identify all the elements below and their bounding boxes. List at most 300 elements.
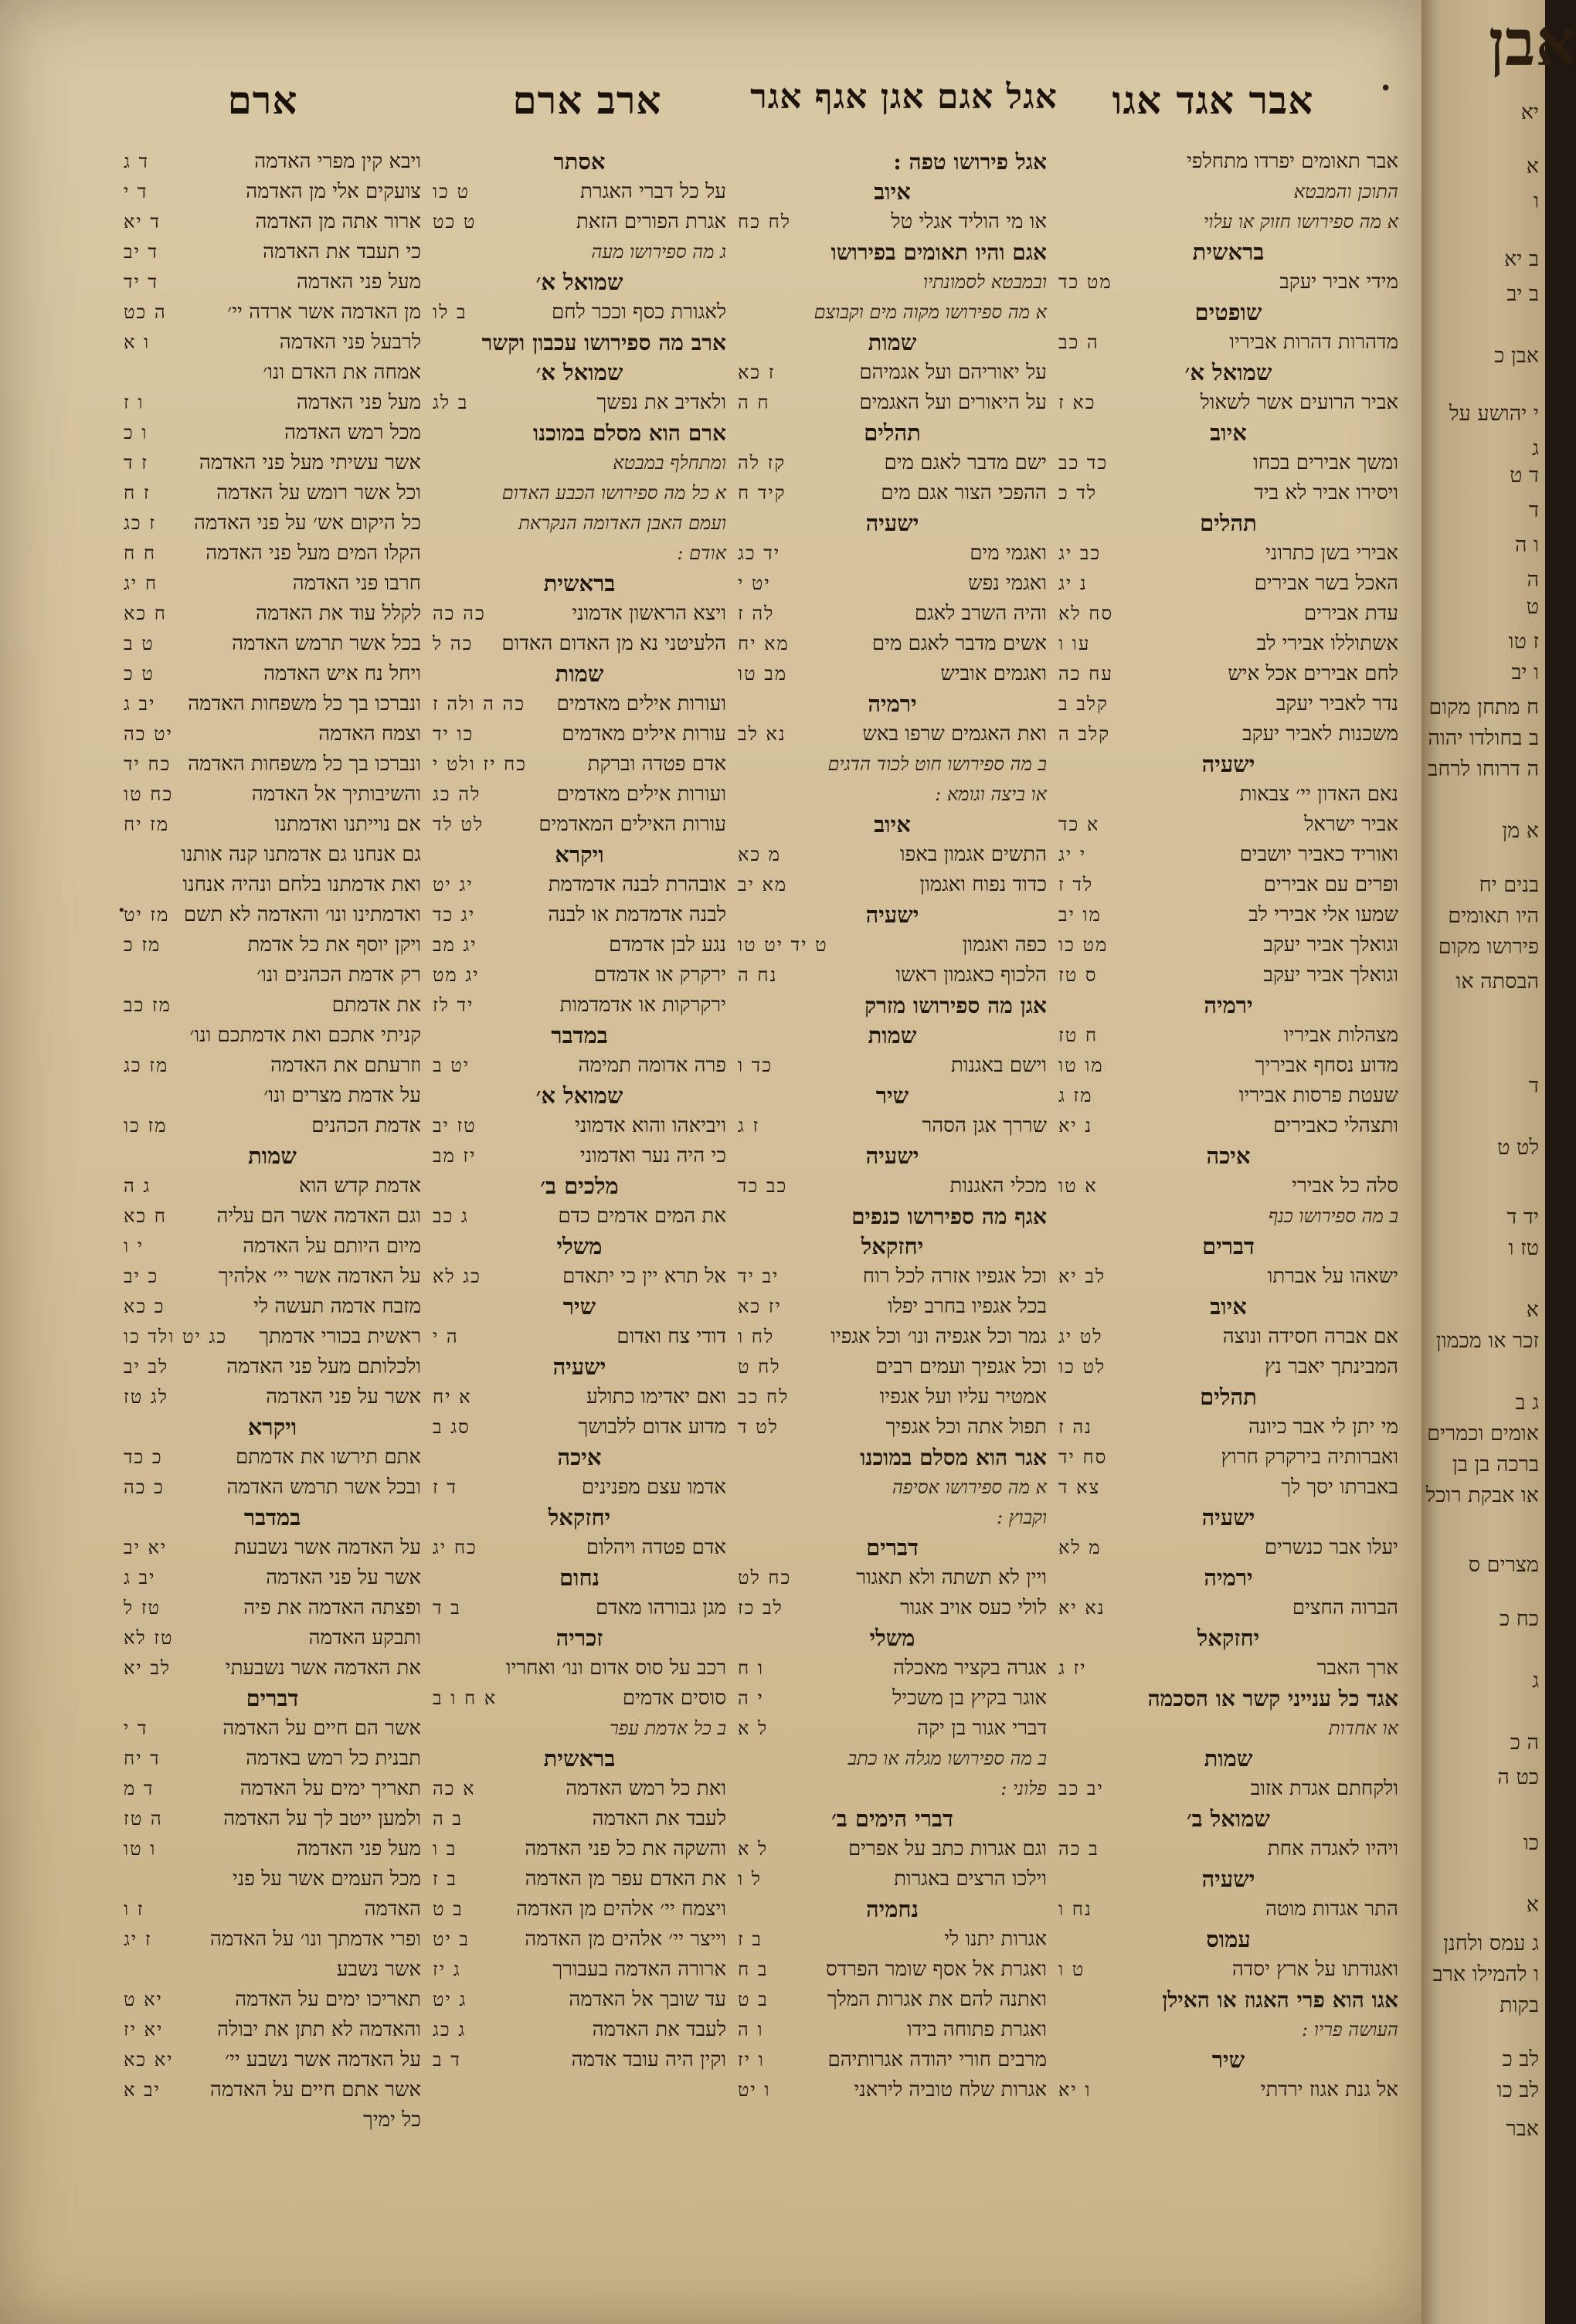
- entry-text: ויבא קין מפרי האדמה: [254, 150, 421, 173]
- verse-entry: [124, 840, 421, 870]
- verse-entry: [124, 1111, 421, 1141]
- entry-text: המבינתך יאבר נץ: [1264, 1355, 1398, 1378]
- entry-text: בראשית: [1192, 239, 1265, 265]
- adjacent-page-fragment: ה כ: [1510, 1731, 1539, 1755]
- entry-text: אגם והיו תאומים בפירושו: [830, 240, 1047, 265]
- verse-reference: כו יד: [433, 723, 474, 745]
- book-heading: [1058, 1804, 1398, 1834]
- verse-entry: [433, 1955, 726, 1985]
- entry-text: העושה פריו :: [1302, 2019, 1398, 2040]
- adjacent-page-fragment: ו להמילו ארב: [1432, 1962, 1539, 1986]
- verse-reference: לח ט: [738, 1356, 781, 1378]
- verse-reference: יט ב: [433, 1055, 470, 1076]
- entry-text: אדם פטדה וברקת: [587, 753, 726, 776]
- entry-text: דודי צח ואדום: [616, 1325, 726, 1348]
- verse-entry: [124, 1864, 421, 1894]
- verse-entry: [1058, 1352, 1398, 1382]
- verse-entry: [738, 1684, 1047, 1714]
- book-heading: [738, 1804, 1047, 1834]
- verse-entry: [1058, 147, 1398, 177]
- entry-text: ואברותיה בירקרק חרוץ: [1221, 1446, 1398, 1469]
- headword-entry: [1058, 1985, 1398, 2015]
- entry-text: שיר: [875, 1082, 909, 1109]
- verse-entry: [124, 1593, 421, 1623]
- adjacent-page-fragment: ג: [1532, 437, 1539, 460]
- verse-reference: י ה: [738, 1687, 764, 1709]
- verse-reference: מ לא: [1058, 1537, 1102, 1558]
- verse-reference: מ כא: [738, 844, 781, 865]
- book-heading: [1058, 1623, 1398, 1653]
- entry-text: עדת אבירים: [1303, 602, 1398, 625]
- verse-entry: [124, 1322, 421, 1352]
- book-heading: [738, 1141, 1047, 1171]
- verse-reference: לג טז: [124, 1386, 168, 1408]
- verse-reference: יד לז: [433, 994, 474, 1016]
- entry-text: שמואל ב׳: [1186, 1806, 1271, 1832]
- verse-entry: [124, 900, 421, 930]
- definition-line: [1058, 2015, 1398, 2045]
- verse-reference: ט כ: [124, 663, 155, 685]
- verse-reference: יא כא: [124, 2049, 174, 2071]
- verse-entry: [738, 599, 1047, 629]
- verse-reference: ל ו: [738, 1868, 762, 1890]
- book-heading: [1058, 1744, 1398, 1774]
- verse-entry: [124, 1473, 421, 1503]
- book-heading: [1058, 237, 1398, 267]
- entry-text: אבירי בשן כתרוני: [1265, 542, 1398, 565]
- verse-reference: ל א: [738, 1718, 769, 1739]
- verse-reference: עח כה: [1058, 663, 1113, 685]
- verse-entry: [124, 1442, 421, 1473]
- verse-entry: [124, 990, 421, 1021]
- verse-entry: [738, 960, 1047, 990]
- verse-entry: [1058, 810, 1398, 840]
- verse-entry: [1058, 1774, 1398, 1804]
- verse-reference: ו ז: [124, 392, 144, 413]
- entry-text: והאדמה לא תתן את יבולה: [217, 2018, 421, 2041]
- entry-text: ולמען ייטב לך על האדמה: [223, 1807, 421, 1830]
- adjacent-page-fragment: ט: [1526, 595, 1539, 619]
- verse-entry: [738, 539, 1047, 569]
- verse-entry: [433, 177, 726, 207]
- entry-text: ירקרקות או אדמדמות: [559, 994, 726, 1017]
- adjacent-page-fragment: ברכה בן בן: [1452, 1452, 1539, 1476]
- verse-entry: [738, 448, 1047, 478]
- book-heading: [1058, 1563, 1398, 1593]
- adjacent-page-fragment: לט ט: [1497, 1136, 1539, 1160]
- entry-text: משלי: [869, 1625, 915, 1651]
- adjacent-page-fragment: בנים יח: [1479, 873, 1539, 897]
- verse-reference: ז כא: [738, 362, 776, 383]
- entry-text: ואם יאדימו כתולע: [586, 1385, 726, 1408]
- ink-mark: •: [1380, 77, 1392, 100]
- verse-reference: ג כב: [433, 1205, 469, 1227]
- verse-reference: א ח ו ב: [433, 1687, 498, 1709]
- adjacent-page-fragment: ב בחולדו יהוה: [1428, 726, 1539, 750]
- verse-entry: [433, 1262, 726, 1292]
- verse-entry: [738, 1955, 1047, 1985]
- running-head-col4: ארם: [227, 77, 298, 123]
- book-heading: [433, 1021, 726, 1051]
- entry-text: אשר על פני האדמה: [266, 1385, 421, 1408]
- verse-reference: ד ג: [124, 151, 150, 172]
- entry-text: אם אברה חסידה ונוצה: [1222, 1325, 1398, 1348]
- verse-reference: ב ו: [433, 1838, 457, 1860]
- verse-reference: לח ו: [738, 1326, 775, 1347]
- entry-text: לבנה אדמדמת או לבנה: [548, 903, 726, 926]
- book-heading: [1058, 1292, 1398, 1322]
- entry-text: איוב: [874, 811, 911, 838]
- entry-text: הקלו המים מעל פני האדמה: [205, 542, 421, 565]
- verse-entry: [433, 1322, 726, 1352]
- verse-reference: א טו: [1058, 1175, 1098, 1197]
- verse-entry: [433, 1985, 726, 2015]
- adjacent-page-fragment: כט ה: [1497, 1765, 1539, 1789]
- verse-reference: ח כא: [124, 603, 167, 624]
- entry-text: נדר לאביר יעקב: [1275, 692, 1398, 715]
- entry-text: איכה: [557, 1444, 602, 1470]
- adjacent-page-fragment: ג ב: [1515, 1391, 1539, 1415]
- verse-reference: לה ז: [738, 603, 775, 624]
- entry-text: את האדם עפר מן האדמה: [525, 1867, 726, 1891]
- entry-text: נחום: [559, 1565, 600, 1591]
- entry-text: ואגמי נפש: [968, 572, 1047, 595]
- verse-entry: [124, 328, 421, 358]
- verse-entry: [124, 1955, 421, 1985]
- adjacent-page-fragment: טז ו: [1508, 1236, 1539, 1260]
- book-heading: [738, 328, 1047, 358]
- entry-text: כל היקום אש׳ על פני האדמה: [194, 511, 421, 535]
- entry-text: בראשית: [543, 570, 616, 596]
- book-heading: [1058, 508, 1398, 539]
- entry-text: לרבעל פני האדמה: [279, 331, 421, 354]
- entry-text: את המים אדמים כדם: [558, 1204, 726, 1228]
- verse-reference: כה כה: [433, 603, 486, 624]
- book-heading: [1058, 1864, 1398, 1894]
- entry-text: מידי אביר יעקב: [1279, 270, 1398, 294]
- entry-text: שעטת פרסות אביריו: [1238, 1084, 1398, 1107]
- verse-reference: ב ד: [433, 1597, 461, 1619]
- verse-entry: [433, 388, 726, 418]
- verse-entry: [124, 629, 421, 659]
- verse-reference: לב יא: [124, 1657, 172, 1679]
- entry-text: דברי הימים ב׳: [831, 1806, 953, 1832]
- adjacent-page-fragment: ד: [1529, 498, 1539, 522]
- verse-reference: טז ל: [124, 1597, 161, 1619]
- verse-entry: [433, 297, 726, 328]
- verse-entry: [124, 297, 421, 328]
- verse-entry: [433, 960, 726, 990]
- entry-text: ועורות אילים מאדמים: [556, 783, 726, 806]
- verse-reference: קז לה: [738, 452, 786, 474]
- verse-entry: [124, 599, 421, 629]
- verse-reference: נ יג: [1058, 573, 1088, 594]
- entry-text: מזבח אדמה תעשה לי: [253, 1295, 421, 1318]
- entry-text: מדוע נסחף אביריך: [1255, 1054, 1398, 1077]
- entry-text: התוכן והמבטא: [1293, 181, 1398, 202]
- book-heading: [1058, 1503, 1398, 1533]
- verse-reference: מו טו: [1058, 1055, 1104, 1076]
- verse-reference: נ יא: [1058, 1115, 1093, 1137]
- verse-entry: [433, 1894, 726, 1925]
- entry-text: יחזקאל: [861, 1233, 924, 1259]
- book-heading: [1058, 2045, 1398, 2075]
- adjacent-page-fragment: א: [1526, 1893, 1539, 1917]
- entry-text: ישאהו על אברתו: [1267, 1265, 1398, 1288]
- verse-reference: ב ט: [433, 1898, 464, 1920]
- entry-text: אגרות יתנו לי: [944, 1928, 1047, 1951]
- verse-entry: [124, 358, 421, 388]
- entry-text: דברים: [866, 1534, 919, 1561]
- verse-reference: ל א: [738, 1838, 769, 1860]
- verse-entry: [1058, 780, 1398, 810]
- verse-entry: [124, 508, 421, 539]
- entry-text: מי יתן לי אבר כיונה: [1248, 1415, 1398, 1439]
- verse-entry: [124, 418, 421, 448]
- verse-entry: [433, 629, 726, 659]
- verse-entry: [1058, 1593, 1398, 1623]
- entry-text: אדמו עצם מפנינים: [581, 1476, 726, 1499]
- verse-reference: נה ז: [1058, 1416, 1092, 1438]
- entry-text: שופטים: [1194, 299, 1262, 325]
- entry-text: ארב מה ספירושו עכבון וקשר: [481, 330, 726, 355]
- verse-entry: [433, 1684, 726, 1714]
- verse-entry: [124, 1925, 421, 1955]
- verse-reference: ד יא: [124, 211, 161, 233]
- book-heading: [738, 177, 1047, 207]
- verse-entry: [124, 689, 421, 719]
- book-heading: [433, 840, 726, 870]
- verse-entry: [124, 1804, 421, 1834]
- book-heading: [124, 1684, 421, 1714]
- verse-entry: [738, 1292, 1047, 1322]
- entry-text: משכנות לאביר יעקב: [1242, 722, 1398, 746]
- entry-text: אגף מה ספירושו כנפים: [851, 1204, 1047, 1229]
- entry-text: תהלים: [1200, 510, 1257, 536]
- verse-entry: [1058, 539, 1398, 569]
- entry-text: ב מה ספירושו מגלה או כתב: [847, 1748, 1047, 1769]
- verse-reference: ד י: [124, 1718, 148, 1739]
- entry-text: וצמח האדמה: [318, 722, 421, 746]
- verse-reference: יב א: [124, 2079, 161, 2101]
- verse-entry: [124, 659, 421, 689]
- entry-text: ולקחתם אגדת אזוב: [1250, 1777, 1398, 1800]
- entry-text: שררך אגן הסהר: [922, 1114, 1047, 1137]
- adjacent-page-fragment: בקות: [1500, 1993, 1539, 2017]
- entry-text: ב מה ספירושו כנף: [1268, 1205, 1398, 1227]
- verse-entry: [124, 930, 421, 960]
- entry-text: פרה אדומה תמימה: [578, 1054, 726, 1077]
- verse-reference: ו יט: [738, 2079, 771, 2101]
- entry-text: ויסירו אביר לא ביד: [1254, 481, 1398, 505]
- entry-text: ישעיה: [865, 902, 919, 928]
- verse-entry: [738, 2015, 1047, 2045]
- verse-entry: [738, 1382, 1047, 1412]
- verse-entry: [1058, 1051, 1398, 1081]
- verse-reference: סח יד: [1058, 1446, 1108, 1468]
- entry-text: הלעיטני נא מן האדום האדום: [501, 632, 726, 655]
- verse-reference: יט י: [738, 573, 771, 594]
- verse-reference: נח ה: [738, 964, 778, 986]
- entry-text: אביר ישראל: [1304, 813, 1398, 836]
- verse-entry: [1058, 569, 1398, 599]
- verse-entry: [433, 1201, 726, 1232]
- verse-reference: לד כ: [1058, 482, 1098, 504]
- entry-text: ועמם האבן האדומה הנקראת: [518, 512, 726, 534]
- adjacent-page-fragment: ה דרוחו לרחב: [1428, 757, 1539, 781]
- verse-entry: [124, 1021, 421, 1051]
- entry-text: במדבר: [551, 1022, 608, 1048]
- book-heading: [433, 1292, 726, 1322]
- verse-reference: קלב ה: [1058, 723, 1111, 745]
- entry-text: גמר וכל אגפיה ונו׳ וכל אגפיו: [830, 1325, 1047, 1348]
- entry-text: ויקרא: [555, 841, 604, 868]
- entry-text: ב כל אדמת עפר: [609, 1718, 726, 1739]
- concordance-column-2: [738, 147, 1047, 2125]
- book-heading: [433, 1352, 726, 1382]
- verse-entry: [124, 1714, 421, 1744]
- adjacent-page-fragment: זכר או מכמון: [1435, 1329, 1539, 1353]
- verse-entry: [738, 2045, 1047, 2075]
- verse-reference: כה ה ולה ז: [433, 693, 526, 715]
- verse-entry: [738, 1985, 1047, 2015]
- entry-text: אגל פירושו טפה :: [893, 149, 1047, 175]
- running-head-col2: אגל אגם אגן אגף אגר: [750, 77, 1058, 117]
- verse-reference: ו יז: [738, 2049, 765, 2071]
- verse-entry: [124, 539, 421, 569]
- entry-text: ארך האבר: [1316, 1656, 1398, 1680]
- adjacent-page-fragment: כו: [1523, 1831, 1539, 1855]
- verse-reference: לב יא: [1058, 1266, 1106, 1287]
- verse-entry: [1058, 960, 1398, 990]
- entry-text: שיר: [562, 1293, 596, 1320]
- entry-text: במדבר: [243, 1504, 301, 1531]
- verse-reference: מז כו: [124, 1115, 168, 1137]
- verse-entry: [433, 870, 726, 900]
- entry-text: שמות: [248, 1143, 297, 1169]
- entry-text: שמות: [1204, 1745, 1253, 1772]
- verse-reference: ז כג: [124, 512, 156, 534]
- entry-text: נחמיה: [865, 1896, 919, 1922]
- entry-text: מצהלות אביריו: [1283, 1024, 1398, 1047]
- entry-text: ארם הוא מסלם במוכנו: [532, 420, 726, 446]
- verse-entry: [738, 207, 1047, 237]
- verse-entry: [1058, 1955, 1398, 1985]
- adjacent-page-fragment: פירושו מקום: [1438, 935, 1539, 959]
- entry-text: על היאורים ועל האגמים: [859, 391, 1047, 414]
- verse-entry: [738, 1352, 1047, 1382]
- verse-reference: כ יב: [124, 1266, 159, 1287]
- entry-text: ואגמים אוביש: [940, 662, 1047, 685]
- verse-entry: [1058, 1894, 1398, 1925]
- verse-reference: ב ח: [738, 1959, 769, 1980]
- entry-text: ופרי אדמתך ונו׳ על האדמה: [209, 1928, 421, 1951]
- entry-text: שמות: [555, 661, 604, 687]
- entry-text: אסתר: [553, 148, 606, 175]
- entry-text: אשר נשבע: [336, 1958, 421, 1981]
- verse-entry: [124, 207, 421, 237]
- entry-text: בראשית: [543, 1745, 616, 1772]
- verse-entry: [433, 2045, 726, 2075]
- verse-reference: כד כב: [1058, 452, 1109, 474]
- verse-reference: לב כז: [738, 1597, 783, 1619]
- verse-reference: ג ה: [124, 1175, 151, 1197]
- entry-text: והשיבותיך אל האדמה: [251, 783, 421, 806]
- verse-entry: [738, 1925, 1047, 1955]
- verse-entry: [124, 1171, 421, 1201]
- entry-text: ועורות אילים מאדמים: [556, 692, 726, 715]
- verse-entry: [738, 478, 1047, 508]
- verse-entry: [124, 1774, 421, 1804]
- verse-entry: [738, 930, 1047, 960]
- verse-entry: [738, 388, 1047, 418]
- running-head-col3: ארב ארם: [512, 77, 662, 123]
- entry-text: מכל העמים אשר על פני: [232, 1867, 421, 1891]
- entry-text: א מה ספירושו אסיפה: [892, 1476, 1047, 1498]
- entry-text: רכב על סוס אדום ונו׳ ואחריו: [505, 1656, 726, 1680]
- verse-entry: [738, 1322, 1047, 1352]
- adjacent-page-fragment: אבר: [1506, 2117, 1539, 2141]
- headword-entry: [738, 1201, 1047, 1232]
- entry-text: אדמת הכהנים: [311, 1114, 421, 1137]
- verse-reference: צא ד: [1058, 1476, 1101, 1498]
- book-heading: [1058, 990, 1398, 1021]
- verse-entry: [124, 1382, 421, 1412]
- entry-text: תהלים: [864, 420, 921, 446]
- entry-text: אגן מה ספירושו מזרק: [864, 993, 1047, 1018]
- verse-entry: [124, 267, 421, 297]
- adjacent-page-fragment: א: [1526, 1298, 1539, 1322]
- verse-entry: [738, 1262, 1047, 1292]
- entry-text: אגרת הפורים הזאת: [576, 210, 726, 233]
- entry-text: האכל בשר אבירים: [1254, 572, 1398, 595]
- entry-text: או אחדות: [1329, 1718, 1398, 1739]
- entry-text: לולי כעס אויב אגור: [899, 1596, 1047, 1619]
- entry-text: בכל אגפיו בחרב יפלו: [888, 1295, 1047, 1318]
- verse-entry: [124, 569, 421, 599]
- entry-text: דברים: [246, 1685, 299, 1711]
- entry-text: משלי: [556, 1233, 603, 1259]
- verse-reference: ו טו: [124, 1838, 157, 1860]
- book-heading: [738, 1081, 1047, 1111]
- entry-text: ויקרא: [247, 1414, 297, 1440]
- entry-text: ותצהלי כאבירים: [1273, 1114, 1398, 1137]
- entry-text: ולאדיב את נפשך: [596, 391, 726, 414]
- verse-entry: [124, 1834, 421, 1864]
- verse-entry: [1058, 930, 1398, 960]
- verse-reference: כא ז: [1058, 392, 1096, 413]
- entry-text: ואת כל רמש האדמה: [566, 1777, 726, 1800]
- verse-entry: [1058, 629, 1398, 659]
- entry-text: ואגמי מים: [970, 542, 1047, 565]
- entry-text: שיר: [1211, 2047, 1245, 2073]
- book-heading: [433, 1442, 726, 1473]
- entry-text: ישעיה: [1201, 751, 1255, 777]
- book-heading: [433, 1171, 726, 1201]
- verse-reference: לט לד: [433, 814, 484, 835]
- verse-entry: [1058, 1533, 1398, 1563]
- headword-entry: [738, 147, 1047, 177]
- book-heading: [433, 1232, 726, 1262]
- entry-text: ישעיה: [865, 510, 919, 536]
- verse-reference: ב לו: [433, 301, 467, 323]
- definition-line: [1058, 1714, 1398, 1744]
- verse-reference: מז יט: [124, 904, 170, 926]
- entry-text: הלכוף כאגמון ראשו: [895, 963, 1047, 987]
- headword-entry: [738, 237, 1047, 267]
- adjacent-page-fragment: ח מתחן מקום: [1428, 695, 1539, 719]
- definition-line: [738, 1774, 1047, 1804]
